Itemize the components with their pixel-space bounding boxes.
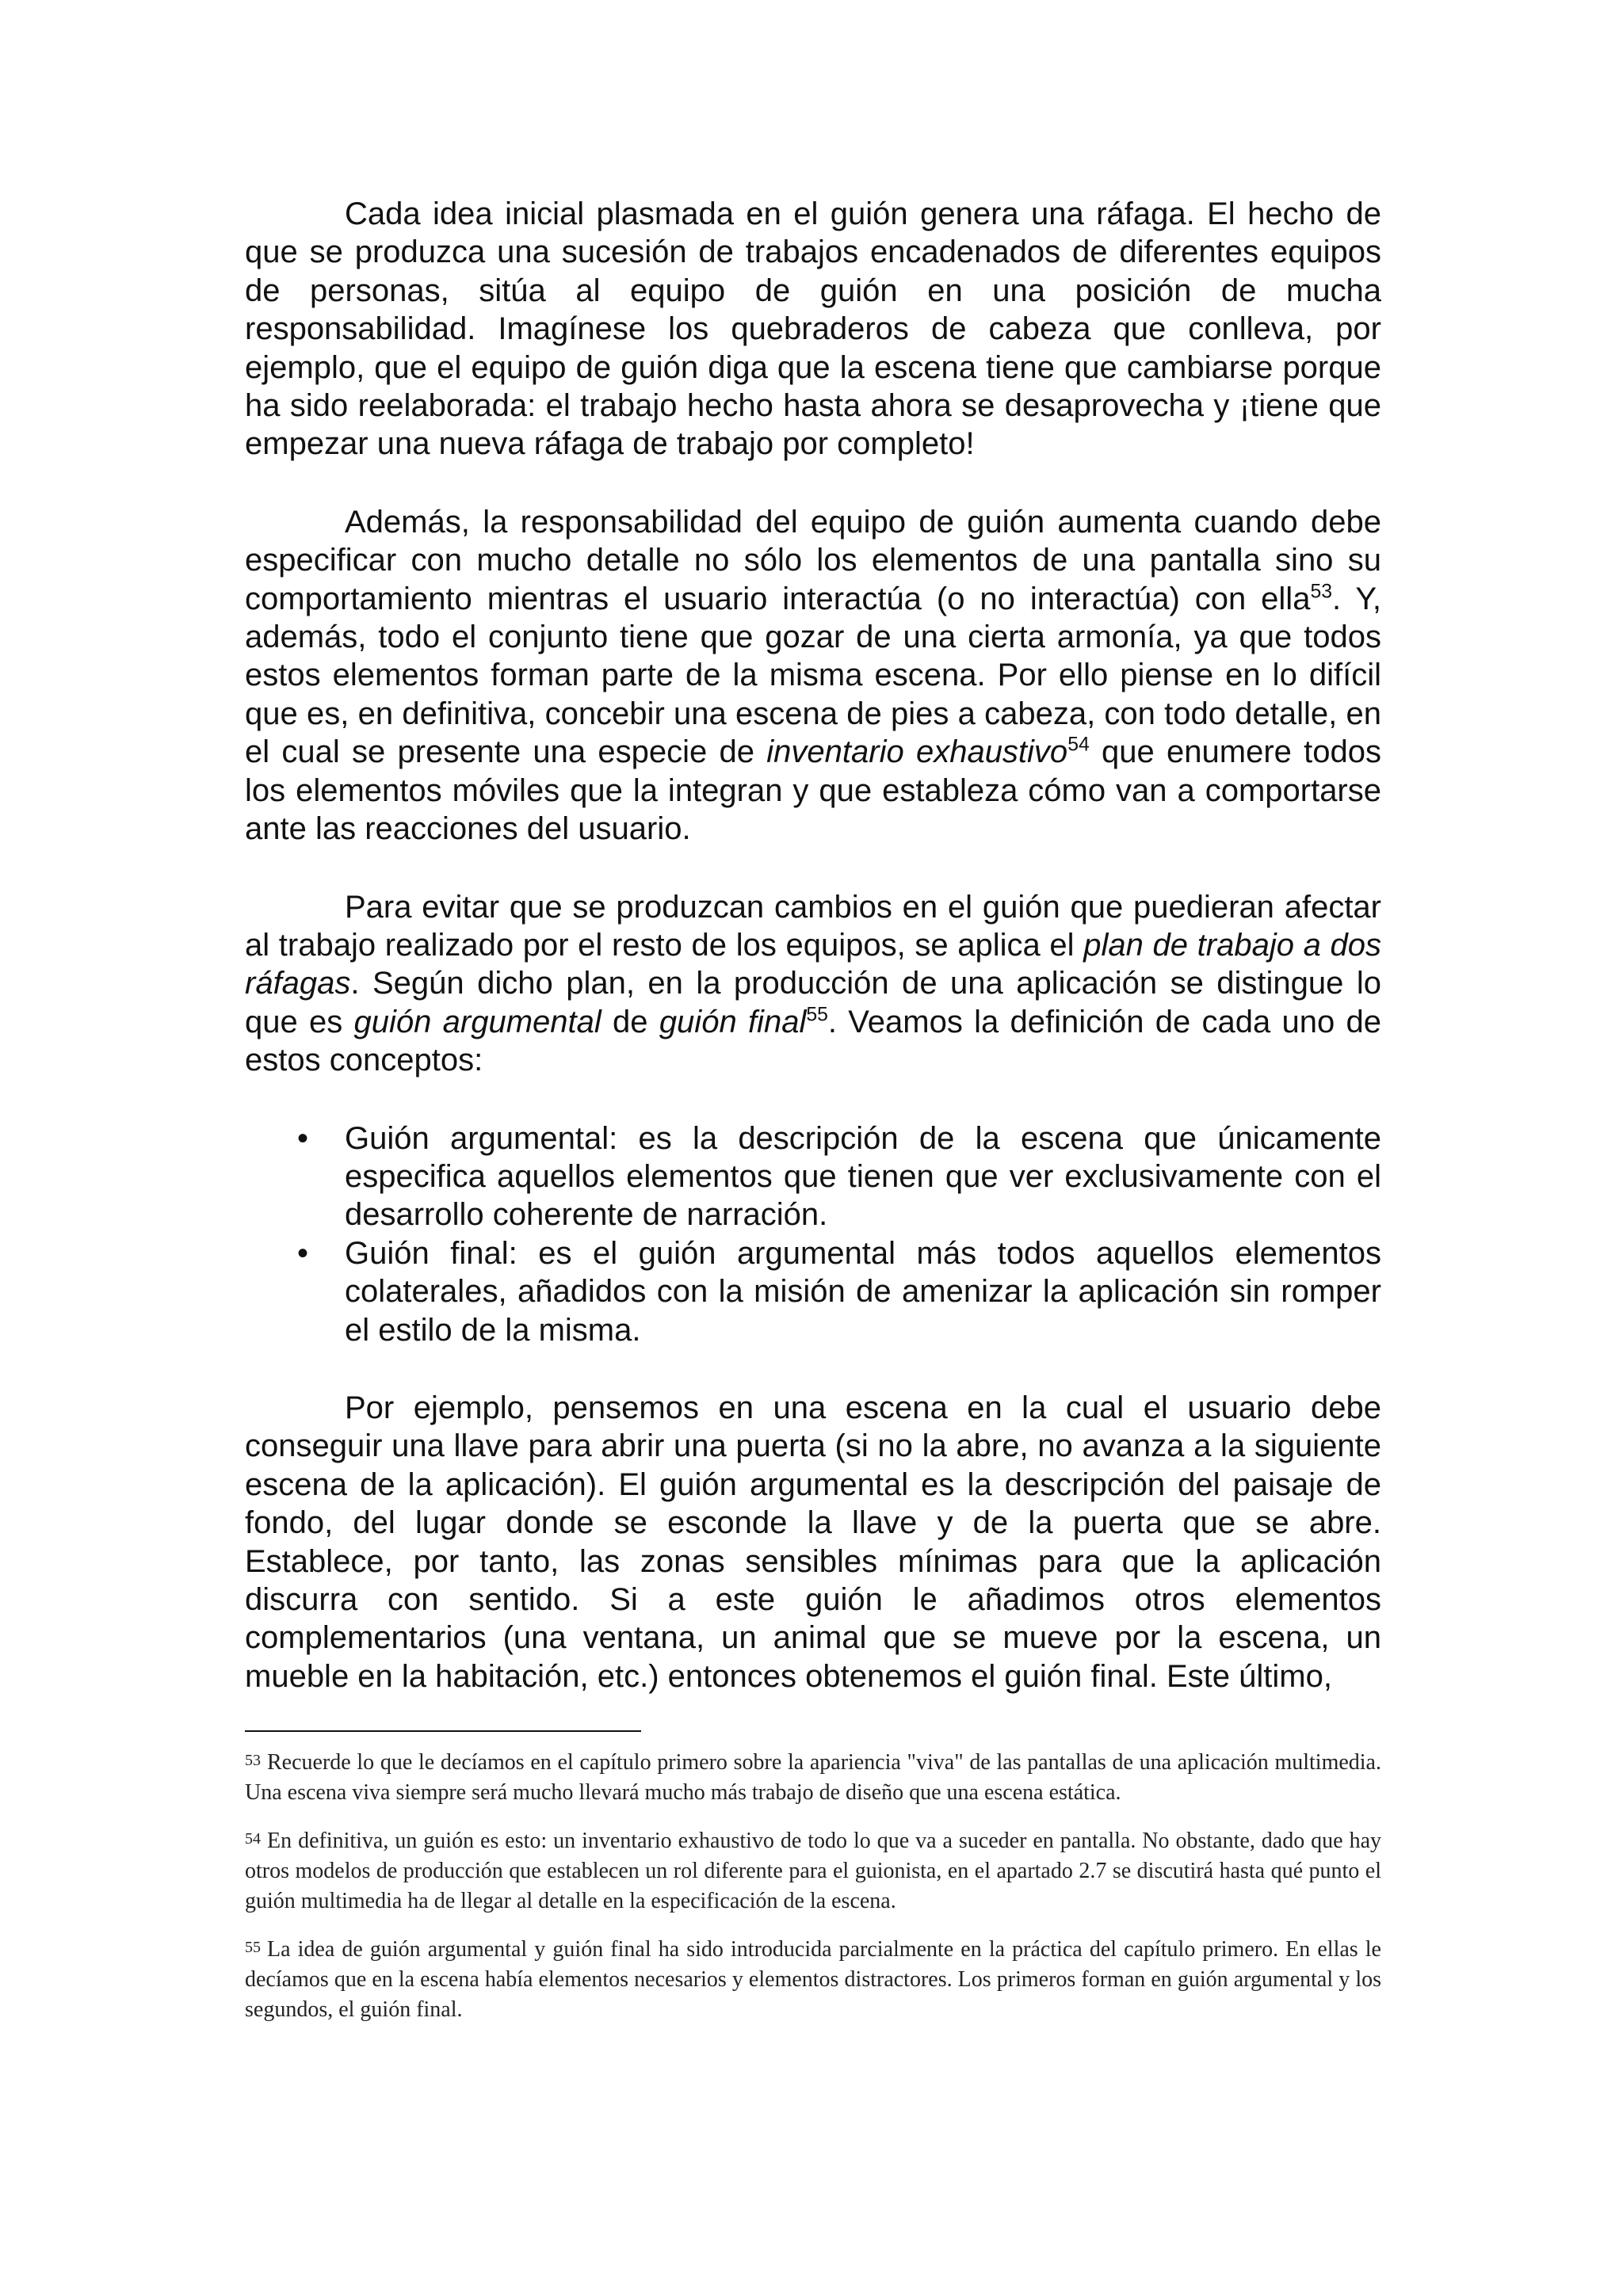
footnotes [245,1745,1381,2041]
bullet-icon: • [297,1235,309,1271]
italic-term: guión argumental [353,1004,601,1039]
italic-term: inventario exhaustivo [766,734,1068,770]
italic-term: guión final [659,1004,807,1039]
bullet-icon: • [297,1120,309,1156]
paragraph-text: Por ejemplo, pensemos en una escena en la cual el usuario debe conseguir una llave para abrir una puerta (si no la abre, no avanza a la siguiente escena de la aplicación). El guión argumental es la descripción del paisaje de fondo, del lugar donde se esconde la llave y de la puerta que se abre. Establece, por tanto, las zonas sensibles mínimas para que la aplicación discurra con sentido. Si a este guión le añadimos otros elementos complementarios (una ventana, un animal que se mueve por la escena, un mueble en la habitación, etc.) entonces obtenemos el guión final. Este último, [245,1390,1381,1694]
footnote-54 [245,1824,1381,1917]
paragraph-text: que enumere todos los elementos móviles que la integran y que estableza cómo van a comportarse ante las reacciones del usuario. [245,734,1381,847]
paragraph-text: de [601,1004,659,1039]
bullet-text: Guión final: es el guión argumental más todos aquellos elementos colaterales, añadidos con la misión de amenizar la aplicación sin romper el estilo de la misma. [345,1235,1381,1348]
paragraph-text: Además, la responsabilidad del equipo de guión aumenta cuando debe especificar con mucho detalle no sólo los elementos de una pantalla sino su comportamiento mientras el usuario interactúa (o no interactúa) con ella [245,504,1381,616]
footnote-number: 53 [245,1752,261,1769]
paragraph [245,1389,1381,1695]
bullet-item-argumental [245,1119,1381,1234]
footnote-text: La idea de guión argumental y guión final ha sido introducida parcialmente en la práctica del capítulo primero. En ellas le decíamos que en la escena había elementos necesarios y elementos distractores. Los primeros forman en guión argumental y los segundos, el guión final. [245,1937,1381,2022]
paragraph [245,503,1381,849]
footnote-53 [245,1745,1381,1808]
footnote-reference: 53 [1310,581,1333,603]
footnote-text: Recuerde lo que le decíamos en el capítulo primero sobre la apariencia "viva" de las pantallas de una aplicación multimedia. Una escena viva siempre será mucho llevará mucho más trabajo de diseño que una escena estática. [245,1750,1381,1805]
footnote-reference: 54 [1067,734,1090,756]
bullet-item-final [245,1234,1381,1349]
footnote-number: 54 [245,1830,261,1848]
closing-paragraphs [245,1389,1381,1695]
paragraph-text: Para evitar que se produzcan cambios en el guión que puedieran afectar al trabajo realizado por el resto de los equipos, se aplica el [245,889,1381,963]
footnote-reference: 55 [806,1004,828,1026]
italic-term: plan de trabajo a dos ráfagas [245,927,1381,1001]
paragraph-text: . Veamos la definición de cada uno de estos conceptos: [245,1004,1382,1078]
footnote-55 [245,1932,1381,2025]
paragraph [245,195,1381,463]
intro-paragraphs [245,195,1381,1080]
footnote-text: En definitiva, un guión es esto: un inventario exhaustivo de todo lo que va a suceder en pantalla. No obstante, dado que hay otros modelos de producción que establecen un rol diferente para el guionista, en el apartado 2.7 se discutirá hasta qué punto el guión multimedia ha de llegar al detalle en la especificación de la escena. [245,1829,1381,1913]
paragraph [245,888,1381,1080]
paragraph-text: Cada idea inicial plasmada en el guión genera una ráfaga. El hecho de que se produzca una sucesión de trabajos encadenados de diferentes equipos de personas, sitúa al equipo de guión en una posición de mucha responsabilidad. Imagínese los quebraderos de cabeza que conlleva, por ejemplo, que el equipo de guión diga que la escena tiene que cambiarse porque ha sido reelaborada: el trabajo hecho hasta ahora se desaprovecha y ¡tiene que empezar una nueva ráfaga de trabajo por completo! [245,196,1381,462]
paragraph-text: . Según dicho plan, en la producción de una aplicación se distingue lo que es [245,966,1381,1039]
bullet-text: Guión argumental: es la descripción de la escena que únicamente especifica aquellos elementos que tienen que ver exclusivamente con el desarrollo coherente de narración. [345,1120,1381,1233]
footnote-number: 55 [245,1939,261,1956]
paragraph-text: . Y, además, todo el conjunto tiene que gozar de una cierta armonía, ya que todos estos elementos forman parte de la misma escena. Por ello piense en lo difícil que es, en definitiva, concebir una escena de pies a cabeza, con todo detalle, en el cual se presente una especie de [245,581,1381,770]
body-text [245,195,1381,1735]
footnote-separator [245,1730,641,1732]
bullet-list [245,1119,1381,1349]
